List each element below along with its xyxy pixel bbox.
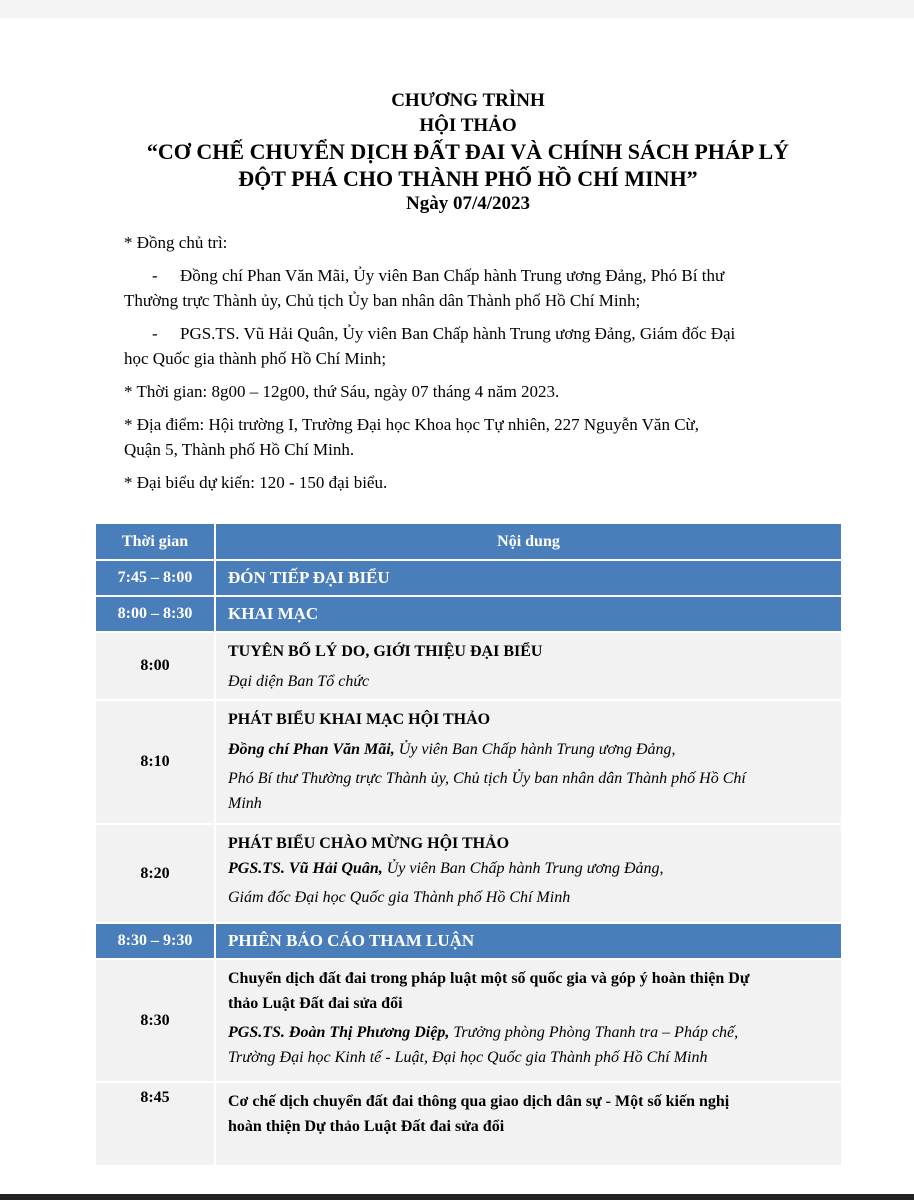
section-title: KHAI MẠC (216, 597, 841, 631)
table-header (96, 524, 841, 559)
event-title-line1: “CƠ CHẾ CHUYỂN DỊCH ĐẤT ĐAI VÀ CHÍNH SÁCH PHÁP LÝ (146, 139, 790, 164)
table-row (96, 631, 841, 699)
col-header-content: Nội dung (216, 524, 841, 559)
event-title-line2: ĐỘT PHÁ CHO THÀNH PHỐ HỒ CHÍ MINH” (238, 166, 698, 191)
section-time: 8:30 – 9:30 (96, 924, 216, 958)
cochair-item-2 (124, 321, 840, 346)
program-label: CHƯƠNG TRÌNH (391, 90, 545, 111)
dash-bullet: - (152, 324, 158, 343)
item-detail (228, 737, 829, 762)
section-title: ĐÓN TIẾP ĐẠI BIỂU (216, 561, 841, 595)
item-detail: Trường Đại học Kinh tế - Luật, Đại học Quốc gia Thành phố Hồ Chí Minh (228, 1049, 708, 1066)
col-header-time: Thời gian (96, 524, 216, 559)
item-content (216, 701, 841, 823)
item-detail: Giám đốc Đại học Quốc gia Thành phố Hồ Chí Minh (228, 889, 571, 906)
table-row (96, 958, 841, 1081)
speaker-role: Ủy viên Ban Chấp hành Trung ương Đảng, (394, 741, 676, 758)
item-detail (228, 1020, 829, 1045)
table-row (96, 1081, 841, 1165)
speaker-role: Trưởng phòng Phòng Thanh tra – Pháp chế, (449, 1024, 739, 1041)
item-time: 8:20 (96, 825, 216, 922)
section-row-welcome (96, 559, 841, 595)
section-row-opening (96, 595, 841, 631)
section-row-presentations (96, 922, 841, 958)
item-detail: Phó Bí thư Thường trực Thành ủy, Chủ tịch Ủy ban nhân dân Thành phố Hồ Chí (228, 770, 746, 787)
item-time: 8:00 (96, 633, 216, 699)
item-content (216, 960, 841, 1081)
cochair-item-1 (124, 263, 840, 288)
item-title: PHÁT BIỂU KHAI MẠC HỘI THẢO (228, 711, 491, 728)
event-attendees: * Đại biểu dự kiến: 120 - 150 đại biểu. (124, 473, 388, 492)
event-type: HỘI THẢO (419, 115, 517, 136)
item-content (216, 633, 841, 699)
item-title: hoàn thiện Dự thảo Luật Đất đai sửa đổi (228, 1118, 505, 1135)
section-title: PHIÊN BÁO CÁO THAM LUẬN (216, 924, 841, 958)
item-title: TUYÊN BỐ LÝ DO, GIỚI THIỆU ĐẠI BIỂU (228, 643, 543, 660)
cochair-1-first: Đồng chí Phan Văn Mãi, Ủy viên Ban Chấp hành Trung ương Đảng, Phó Bí thư (180, 266, 725, 285)
item-detail (228, 856, 829, 881)
section-time: 7:45 – 8:00 (96, 561, 216, 595)
item-time: 8:10 (96, 701, 216, 823)
cochair-2-cont: học Quốc gia thành phố Hồ Chí Minh; (124, 349, 387, 368)
item-time: 8:30 (96, 960, 216, 1081)
table-row (96, 823, 841, 922)
event-place-cont: Quận 5, Thành phố Hồ Chí Minh. (124, 440, 355, 459)
cochair-label: * Đồng chủ trì: (124, 233, 228, 252)
item-detail: Đại diện Ban Tổ chức (228, 673, 370, 690)
speaker-role: Ủy viên Ban Chấp hành Trung ương Đảng, (382, 860, 664, 877)
cochair-1-cont: Thường trực Thành ủy, Chủ tịch Ủy ban nhân dân Thành phố Hồ Chí Minh; (124, 291, 641, 310)
bottom-edge-bar (0, 1194, 914, 1200)
item-detail: Minh (228, 795, 262, 812)
item-title: thảo Luật Đất đai sửa đổi (228, 995, 403, 1012)
event-date: Ngày 07/4/2023 (405, 193, 531, 214)
speaker-name: PGS.TS. Vũ Hải Quân, (228, 860, 383, 877)
item-title: Chuyển dịch đất đai trong pháp luật một số quốc gia và góp ý hoàn thiện Dự (228, 970, 750, 987)
item-time: 8:45 (96, 1083, 216, 1165)
table-row (96, 699, 841, 823)
program-table (96, 524, 841, 1165)
item-content (216, 825, 841, 922)
top-margin-bar (0, 0, 914, 18)
document-header (96, 88, 840, 216)
section-time: 8:00 – 8:30 (96, 597, 216, 631)
item-title: Cơ chế dịch chuyển đất đai thông qua giao dịch dân sự - Một số kiến nghị (228, 1093, 730, 1110)
dash-bullet: - (152, 266, 158, 285)
intro-section (124, 230, 840, 495)
cochair-2-first: PGS.TS. Vũ Hải Quân, Ủy viên Ban Chấp hành Trung ương Đảng, Giám đốc Đại (180, 324, 736, 343)
item-title: PHÁT BIỂU CHÀO MỪNG HỘI THẢO (228, 835, 510, 852)
event-place-first: * Địa điểm: Hội trường I, Trường Đại học Khoa học Tự nhiên, 227 Nguyễn Văn Cừ, (124, 415, 700, 434)
item-content (216, 1083, 841, 1165)
event-time: * Thời gian: 8g00 – 12g00, thứ Sáu, ngày 07 tháng 4 năm 2023. (124, 382, 560, 401)
speaker-name: Đồng chí Phan Văn Mãi, (228, 741, 395, 758)
speaker-name: PGS.TS. Đoàn Thị Phương Diệp, (228, 1024, 450, 1041)
